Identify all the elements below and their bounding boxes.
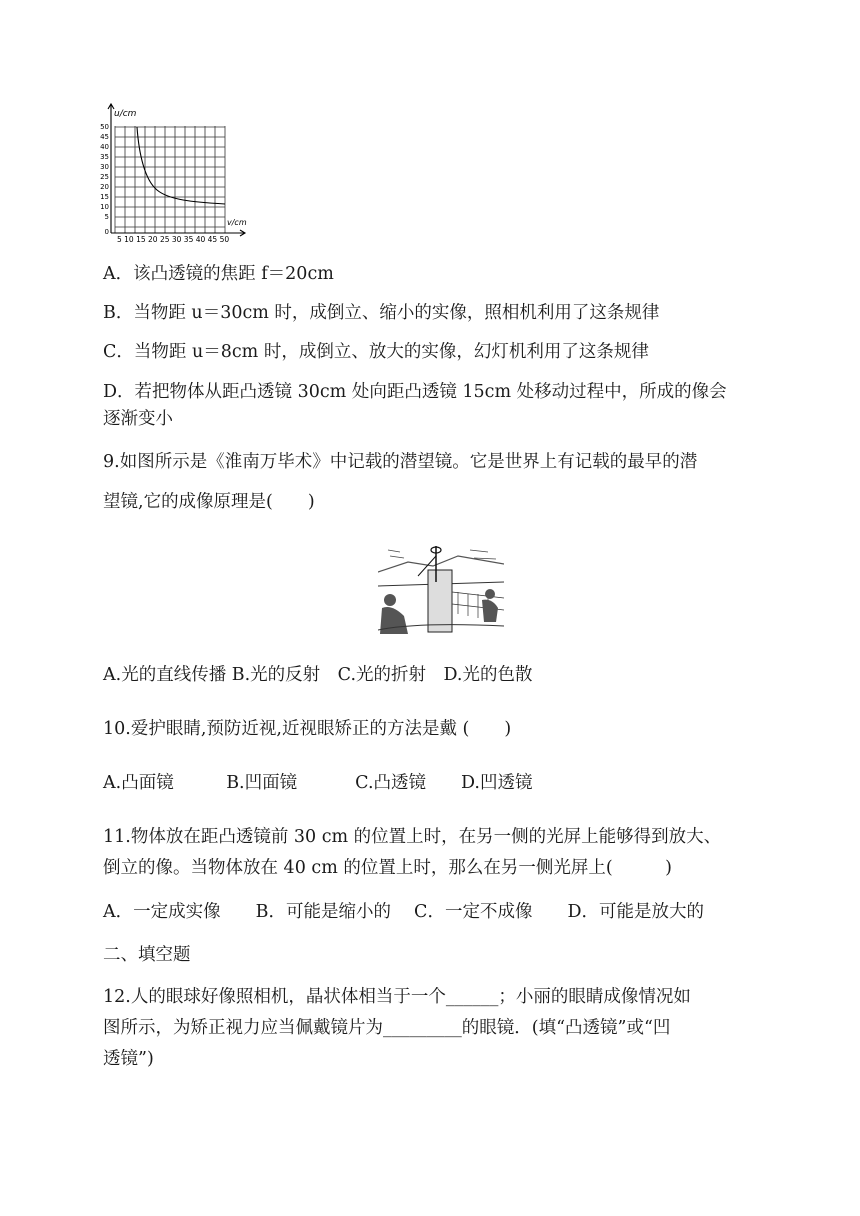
y-tick: 25 xyxy=(100,173,109,181)
q9-stem-cont: 望镜,它的成像原理是( ) xyxy=(103,492,315,512)
y-tick: 20 xyxy=(100,183,109,191)
y-tick: 5 xyxy=(104,213,109,221)
q8-option-d-cont: 逐渐变小 xyxy=(103,409,173,429)
q8-option-c: C．当物距 u＝8cm 时，成倒立、放大的实像，幻灯机利用了这条规律 xyxy=(103,342,649,362)
x-axis-label: v/cm xyxy=(227,218,247,227)
q10-options: A.凸面镜 B.凹面镜 C.凸透镜 D.凹透镜 xyxy=(103,773,533,793)
y-tick: 15 xyxy=(100,193,109,201)
q8-option-d: D．若把物体从距凸透镜 30cm 处向距凸透镜 15cm 处移动过程中，所成的像会 xyxy=(103,382,727,402)
q11-stem-cont: 倒立的像。当物体放在 40 cm 的位置上时，那么在另一侧光屏上( ) xyxy=(103,858,673,878)
x-ticks: 5 10 15 20 25 30 35 40 45 50 xyxy=(117,235,230,244)
graph-axes xyxy=(108,104,245,236)
y-tick: 45 xyxy=(100,133,109,141)
q12-stem: 12.人的眼球好像照相机，晶状体相当于一个______；小丽的眼睛成像情况如 xyxy=(103,987,691,1007)
y-tick: 40 xyxy=(100,143,109,151)
y-tick: 0 xyxy=(104,228,109,236)
q12-stem-end: 透镜”) xyxy=(103,1049,154,1069)
graph-curve xyxy=(137,127,225,204)
q9-options: A.光的直线传播 B.光的反射 C.光的折射 D.光的色散 xyxy=(103,665,533,685)
q11-stem: 11.物体放在距凸透镜前 30 cm 的位置上时，在另一侧的光屏上能够得到放大、 xyxy=(103,827,722,847)
q10-stem: 10.爱护眼睛,预防近视,近视眼矫正的方法是戴 ( ) xyxy=(103,719,512,739)
periscope-illustration xyxy=(378,542,504,638)
y-tick: 35 xyxy=(100,153,109,161)
y-tick: 10 xyxy=(100,203,109,211)
section-heading: 二、填空题 xyxy=(103,945,191,965)
y-tick: 30 xyxy=(100,163,109,171)
q11-options: A．一定成实像 B．可能是缩小的 C．一定不成像 D．可能是放大的 xyxy=(103,902,704,922)
graph-grid xyxy=(115,126,225,233)
y-axis-label: u/cm xyxy=(114,109,137,119)
q8-option-b: B．当物距 u＝30cm 时，成倒立、缩小的实像，照相机利用了这条规律 xyxy=(103,303,660,323)
y-tick: 50 xyxy=(100,123,109,131)
q12-stem-cont: 图所示，为矫正视力应当佩戴镜片为_________的眼镜．(填“凸透镜”或“凹 xyxy=(103,1018,671,1038)
q9-stem: 9.如图所示是《淮南万毕术》中记载的潜望镜。它是世界上有记载的最早的潜 xyxy=(103,452,698,472)
u-v-graph xyxy=(97,100,253,246)
q8-option-a: A．该凸透镜的焦距 f＝20cm xyxy=(103,264,334,284)
